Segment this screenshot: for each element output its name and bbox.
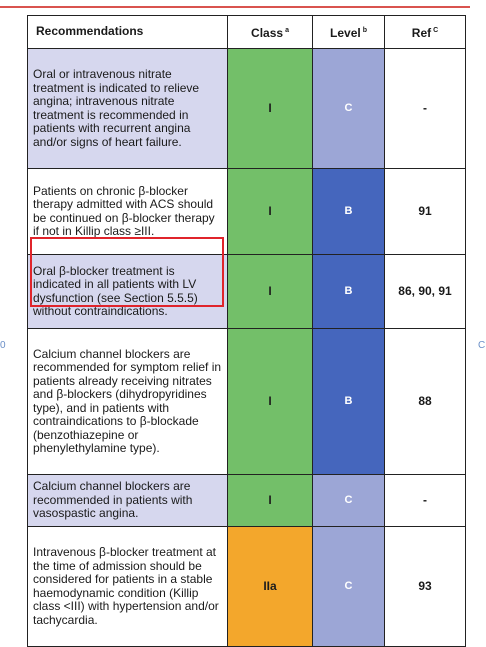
level-cell: B <box>313 255 385 329</box>
class-cell: I <box>228 329 313 475</box>
ref-cell: - <box>385 49 466 169</box>
level-cell: C <box>313 527 385 647</box>
level-cell: C <box>313 475 385 527</box>
ref-cell: 93 <box>385 527 466 647</box>
recommendation-text: Intravenous β-blocker treatment at the time of admission should be considered for patients in a stable haemodynamic condition (Killip class <III) with hypertension and/or tachycardia. <box>28 527 228 647</box>
level-cell: B <box>313 329 385 475</box>
class-cell: I <box>228 255 313 329</box>
header-ref-footnote: C <box>433 26 439 34</box>
header-ref: Ref $^C$ <box>385 16 466 49</box>
ref-cell: 88 <box>385 329 466 475</box>
header-level: Level $^b$ <box>313 16 385 49</box>
class-cell: IIa <box>228 527 313 647</box>
class-cell: I <box>228 49 313 169</box>
right-margin-mark: C <box>478 340 486 351</box>
recommendation-text: Patients on chronic β-blocker therapy admitted with ACS should be continued on β-blocker therapy if not in Killip class ≥III. <box>28 169 228 255</box>
header-recommendations: Recommendations <box>28 16 228 49</box>
ref-cell: - <box>385 475 466 527</box>
level-cell: B <box>313 169 385 255</box>
top-red-rule <box>0 6 470 8</box>
header-class: Class $^a$ <box>228 16 313 49</box>
level-cell: C <box>313 49 385 169</box>
table-row <box>28 255 466 329</box>
class-cell: I <box>228 169 313 255</box>
ref-cell: 91 <box>385 169 466 255</box>
recommendation-text: Calcium channel blockers are recommended for symptom relief in patients already receiving nitrates and β-blockers (dihydropyridines type), and in patients with contraindications to β-blockade (benzothiazepine or phenylethylamine type). <box>28 329 228 475</box>
recommendation-text: Oral β-blocker treatment is indicated in all patients with LV dysfunction (see Section 5.5.5) without contraindications. <box>28 255 228 329</box>
header-row <box>28 16 466 49</box>
recommendation-text: Calcium channel blockers are recommended in patients with vasospastic angina. <box>28 475 228 527</box>
table-row <box>28 475 466 527</box>
table-row <box>28 49 466 169</box>
recommendation-text: Oral or intravenous nitrate treatment is indicated to relieve angina; intravenous nitrate treatment is recommended in patients with recurrent angina and/or signs of heart failure. <box>28 49 228 169</box>
left-margin-mark: 0 <box>0 340 6 351</box>
ref-cell: 86, 90, 91 <box>385 255 466 329</box>
table-row <box>28 329 466 475</box>
header-class-footnote: a <box>285 26 289 34</box>
header-level-footnote: b <box>362 26 367 34</box>
table-row <box>28 169 466 255</box>
table-row <box>28 527 466 647</box>
recommendations-table <box>27 15 466 647</box>
class-cell: I <box>228 475 313 527</box>
